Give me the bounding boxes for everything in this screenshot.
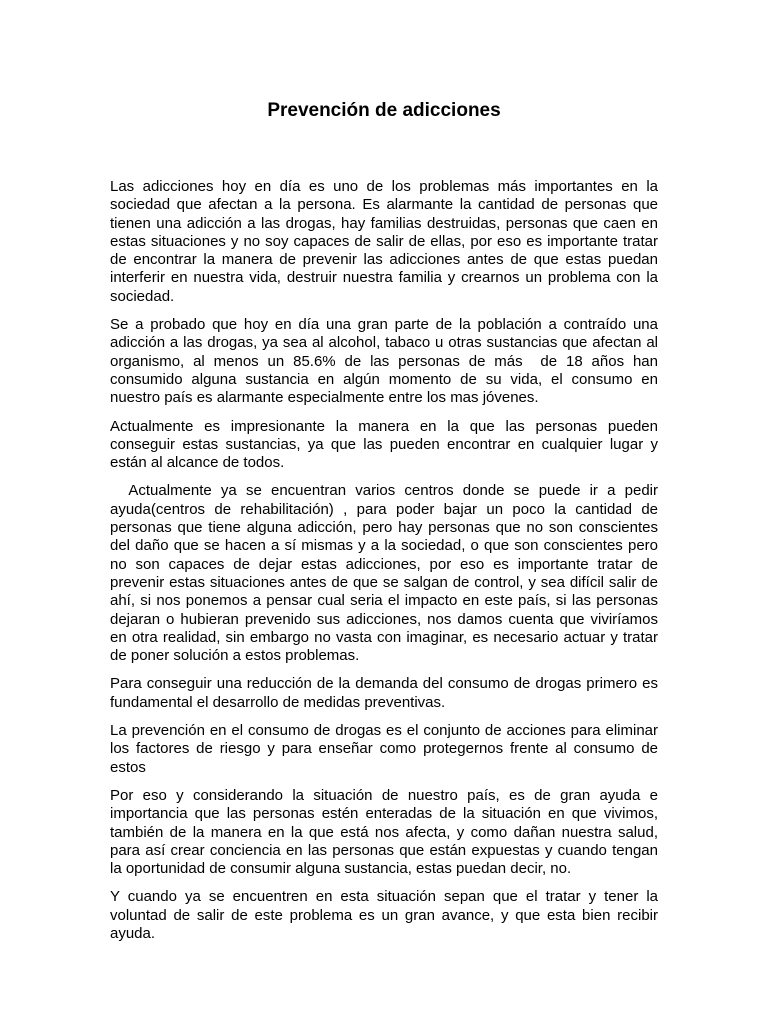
paragraph-8: Y cuando ya se encuentren en esta situación sepan que el tratar y tener la voluntad de salir de este problema es un gran avance, y que esta bien recibir ayuda. (110, 888, 663, 942)
document-title: Prevención de adicciones (267, 100, 501, 121)
paragraph-1: Las adicciones hoy en día es uno de los problemas más importantes en la sociedad que afectan a la persona. Es alarmante la cantidad de personas que tienen una adicción a las drogas, hay familias destruidas, personas que caen en estas situaciones y no soy capaces de salir de ellas, por eso es importante tratar de encontrar la manera de prevenir las adicciones antes de que estas puedan interferir en nuestra vida, destruir nuestra familia y crearnos un problema con la sociedad. (110, 178, 663, 305)
paragraph-5: Para conseguir una reducción de la demanda del consumo de drogas primero es fundamental el desarrollo de medidas preventivas. (110, 675, 663, 711)
document-body (110, 178, 663, 953)
paragraph-4: Actualmente ya se encuentran varios centros donde se puede ir a pedir ayuda(centros de rehabilitación) , para poder bajar un poco la cantidad de personas que tiene alguna adicción, pero hay personas que no son conscientes del daño que se hacen a sí mismas y a la sociedad, o que son conscientes pero no son capaces de dejar estas adicciones, por eso es importante tratar de prevenir estas situaciones antes de que se salgan de control, y sea difícil salir de ahí, si nos ponemos a pensar cual seria el impacto en este país, si las personas dejaran o hubieran prevenido sus adicciones, nos damos cuenta que viviríamos en otra realidad, sin embargo no vasta con imaginar, es necesario actuar y tratar de poner solución a estos problemas. (110, 482, 663, 665)
paragraph-2: Se a probado que hoy en día una gran parte de la población a contraído una adicción a las drogas, ya sea al alcohol, tabaco u otras sustancias que afectan al organismo, al menos un 85.6% de las personas de más de 18 años han consumido alguna sustancia en algún momento de su vida, el consumo en nuestro país es alarmante especialmente entre los mas jóvenes. (110, 316, 663, 407)
paragraph-7: Por eso y considerando la situación de nuestro país, es de gran ayuda e importancia que las personas estén enteradas de la situación en que vivimos, también de la manera en la que está nos afecta, y como dañan nuestra salud, para así crear conciencia en las personas que están expuestas y cuando tengan la oportunidad de consumir alguna sustancia, estas puedan decir, no. (110, 786, 663, 878)
paragraph-6: La prevención en el consumo de drogas es el conjunto de acciones para eliminar los factores de riesgo y para enseñar como protegernos frente al consumo de estos (110, 722, 663, 776)
paragraph-3: Actualmente es impresionante la manera en la que las personas pueden conseguir estas sustancias, ya que las pueden encontrar en cualquier lugar y están al alcance de todos. (110, 417, 663, 472)
